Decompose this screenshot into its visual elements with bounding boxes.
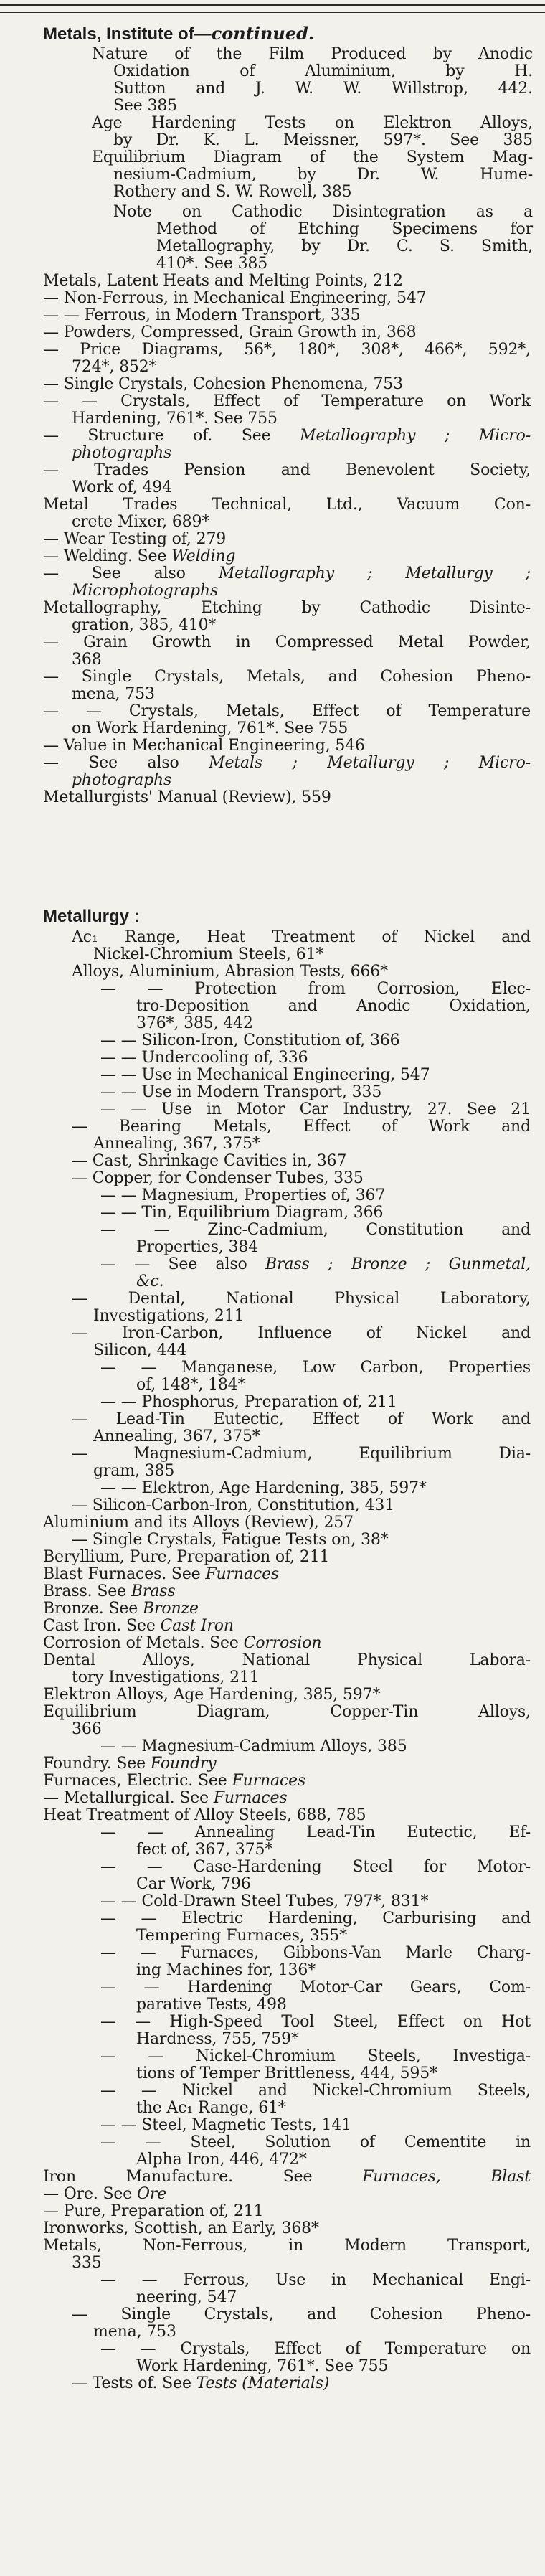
index-entry-line [100, 1359, 531, 1377]
cross-reference: photographs [72, 444, 172, 462]
entry-text: 366 [72, 1720, 102, 1738]
entry-text: 368 [72, 651, 102, 669]
index-entry-line [156, 255, 267, 273]
entry-text: — Structure of. See [43, 427, 300, 445]
entry-text: Dental Alloys, National Physical Labora- [43, 1651, 531, 1669]
index-entry-line [43, 376, 403, 393]
entry-text: Nature of the Film Produced by Anodic [92, 45, 533, 63]
cross-reference: Microphotographs [72, 582, 219, 600]
index-entry-line [43, 703, 531, 720]
entry-text: — — Furnaces, Gibbons-Van Marle Charg- [100, 1944, 531, 1962]
index-entry-line [43, 273, 403, 290]
index-entry-line [100, 1859, 531, 1876]
index-entry-line [72, 410, 278, 428]
cross-reference: Foundry [150, 1755, 217, 1773]
index-entry-line [100, 1222, 531, 1239]
index-entry-line [136, 1996, 287, 2014]
entry-text: — — Cold-Drawn Steel Tubes, 797*, 831* [100, 1892, 429, 1910]
entry-text: Hardening, 761*. See 755 [72, 410, 278, 428]
cross-reference: Welding [171, 547, 236, 565]
entry-text: — See also [43, 754, 209, 772]
index-entry-line [43, 1514, 354, 1532]
top-rule-thin [0, 12, 545, 13]
entry-text: — — High-Speed Tool Steel, Effect on Hot [100, 2013, 531, 2031]
index-entry-line [72, 617, 216, 634]
index-entry-line [93, 1136, 260, 1153]
index-entry-line [43, 2186, 166, 2203]
cross-reference: Metals ; Metallurgy ; Micro- [209, 754, 531, 772]
index-entry-line [100, 2272, 531, 2289]
entry-text: mena, 753 [72, 685, 155, 703]
cross-reference: Metallography ; Metallurgy ; [218, 565, 531, 582]
entry-text: — — Use in Motor Car Industry, 27. See 21 [100, 1100, 531, 1118]
index-entry-line [72, 720, 348, 737]
entry-text: neering, 547 [136, 2288, 237, 2306]
index-entry-line [43, 1566, 279, 1583]
index-entry-line [43, 324, 416, 341]
cross-reference: Tests (Materials) [196, 2374, 330, 2392]
cross-reference: Brass [131, 1582, 176, 1600]
entry-text: Cast Iron. See [43, 1617, 161, 1635]
index-entry-line [43, 2220, 319, 2237]
index-entry-line [43, 307, 360, 324]
entry-text: — — Ferrous, Use in Mechanical Engi- [100, 2271, 531, 2289]
entry-text: — — See also [100, 1255, 266, 1273]
entry-text: 376*, 385, 442 [136, 1014, 253, 1032]
index-entry-line [113, 204, 533, 221]
index-entry-line [136, 1015, 253, 1032]
index-entry-line [72, 651, 102, 669]
index-entry-line [43, 1618, 234, 1635]
index-entry-line [93, 1342, 186, 1359]
index-entry-line [43, 1549, 329, 1566]
entry-text: — Trades Pension and Benevolent Society, [43, 461, 531, 479]
index-entry-line [72, 1118, 531, 1136]
entry-text: Foundry. See [43, 1755, 151, 1773]
index-entry-line [100, 981, 531, 998]
index-entry-line [43, 2203, 263, 2220]
entry-text: — — Steel, Solution of Cementite in [100, 2133, 531, 2151]
entry-text: of, 148*, 184* [136, 1376, 246, 1394]
entry-text: Alloys, Aluminium, Abrasion Tests, 666* [72, 963, 388, 981]
entry-text: — Single Crystals, Fatigue Tests on, 38* [72, 1531, 389, 1549]
entry-text: Hardness, 755, 759* [136, 2030, 299, 2048]
entry-text: — Dental, National Physical Laboratory, [72, 1290, 531, 1308]
index-entry-line [113, 166, 533, 184]
entry-text: — Price Diagrams, 56*, 180*, 308*, 466*, 592*, [43, 341, 531, 359]
entry-text: — — Magnesium, Properties of, 367 [100, 1186, 386, 1204]
entry-text: Rothery and S. W. Rowell, 385 [113, 183, 352, 201]
entry-text: Iron Manufacture. See [43, 2168, 363, 2186]
entry-text: See 385 [113, 97, 178, 115]
entry-text: — — Crystals, Effect of Temperature on [100, 2340, 531, 2358]
index-entry-line [72, 1721, 102, 1738]
entry-text: Work Hardening, 761*. See 755 [136, 2357, 389, 2375]
index-entry-line [100, 1067, 430, 1084]
entry-text: — — Phosphorus, Preparation of, 211 [100, 1393, 397, 1411]
index-entry-line [100, 1893, 428, 1910]
index-entry-line [72, 1411, 531, 1428]
index-entry-line [43, 600, 531, 617]
entry-text: 410*. See 385 [156, 255, 268, 273]
cross-reference: Furnaces [205, 1565, 280, 1583]
index-entry-line [100, 2134, 531, 2151]
index-entry-line [43, 1583, 175, 1600]
cross-reference: Furnaces [213, 1789, 288, 1807]
entry-text: Metallography, by Dr. C. S. Smith, [156, 237, 533, 255]
index-entry-line [72, 2306, 531, 2323]
index-entry-line [72, 963, 388, 981]
entry-text: Ironworks, Scottish, an Early, 368* [43, 2219, 319, 2237]
index-entry-line [136, 1876, 251, 1893]
index-entry-line [43, 462, 531, 479]
entry-text: Nickel-Chromium Steels, 61* [93, 945, 324, 963]
entry-text: Work of, 494 [72, 478, 172, 496]
index-entry-line [72, 2255, 102, 2272]
index-entry-line [100, 1738, 407, 1755]
entry-text: — Grain Growth in Compressed Metal Powder, [43, 633, 531, 651]
entry-text: — — Electric Hardening, Carburising and [100, 1910, 531, 1928]
entry-text: — Single Crystals, Metals, and Cohesion Pheno- [43, 668, 531, 686]
entry-text: — Tests of. See [72, 2374, 196, 2392]
entry-text: gration, 385, 410* [72, 616, 217, 634]
entry-text: — Copper, for Condenser Tubes, 335 [72, 1169, 364, 1187]
entry-text: Properties, 384 [136, 1238, 259, 1256]
index-entry-line [100, 2082, 531, 2100]
entry-text: Alpha Iron, 446, 472* [136, 2151, 307, 2169]
entry-text: — Silicon-Carbon-Iron, Constitution, 431 [72, 1496, 395, 1514]
entry-text: — Bearing Metals, Effect of Work and [72, 1118, 531, 1136]
index-entry-line [43, 1652, 531, 1669]
entry-text: crete Mixer, 689* [72, 513, 210, 531]
index-entry-line [72, 2375, 329, 2392]
entry-text: 335 [72, 2254, 102, 2272]
entry-text: — — Crystals, Effect of Temperature on Work [43, 392, 531, 410]
entry-text: — — Elektron, Age Hardening, 385, 597* [100, 1479, 427, 1497]
entry-text: Method of Etching Specimens for [156, 220, 533, 238]
running-heading: Metals, Institute of—continued. [43, 23, 315, 44]
entry-text: — — Crystals, Metals, Effect of Temperature [43, 702, 531, 720]
entry-text: — — Undercooling of, 336 [100, 1049, 308, 1067]
index-entry-line [72, 929, 531, 946]
index-entry-line [156, 238, 533, 255]
entry-text: tions of Temper Brittleness, 444, 595* [136, 2065, 437, 2082]
entry-text: Beryllium, Pure, Preparation of, 211 [43, 1548, 330, 1566]
index-entry-line [72, 1325, 531, 1342]
entry-text: Furnaces, Electric. See [43, 1772, 232, 1790]
index-entry-line [43, 1600, 199, 1618]
index-entry-line [136, 1273, 164, 1291]
index-entry-line [100, 2117, 351, 2134]
index-entry-line [100, 1049, 308, 1067]
entry-text: Metallography, Etching by Cathodic Disinte- [43, 599, 531, 617]
entry-text: — — Steel, Magnetic Tests, 141 [100, 2116, 351, 2134]
entry-text: — Single Crystals, Cohesion Phenomena, 753 [43, 375, 403, 393]
entry-text: Corrosion of Metals. See [43, 1634, 244, 1652]
index-entry-line [43, 1773, 305, 1790]
entry-text: — — Use in Mechanical Engineering, 547 [100, 1066, 430, 1084]
index-entry-line [100, 1979, 531, 1996]
entry-text: — — Zinc-Cadmium, Constitution and [100, 1221, 531, 1239]
index-entry-line [43, 737, 365, 755]
index-entry-line [100, 2341, 531, 2358]
index-entry-line [43, 290, 427, 307]
index-entry-line [113, 80, 533, 98]
index-entry-line [72, 1291, 531, 1308]
entry-text: — Magnesium-Cadmium, Equilibrium Dia- [72, 1445, 531, 1463]
index-entry-line [100, 1945, 531, 1962]
index-entry-line [43, 393, 531, 410]
index-entry-line [100, 1204, 383, 1222]
index-entry-line [100, 1187, 385, 1204]
index-entry-line [43, 1686, 380, 1704]
entry-text: Car Work, 796 [136, 1875, 251, 1893]
index-entry-line [43, 496, 531, 514]
index-entry-line [72, 1532, 389, 1549]
entry-text: — Metallurgical. See [43, 1789, 214, 1807]
index-entry-line [100, 1032, 400, 1049]
index-entry-line [93, 946, 323, 963]
entry-text: gram, 385 [93, 1462, 175, 1480]
entry-text: — Non-Ferrous, in Mechanical Engineering, 547 [43, 289, 427, 307]
entry-text: tro-Deposition and Anodic Oxidation, [136, 997, 531, 1015]
cross-reference: &c. [136, 1273, 164, 1291]
cross-reference: Furnaces [232, 1772, 306, 1790]
index-entry-line [43, 755, 531, 772]
index-entry-line [72, 479, 172, 496]
index-entry-line [100, 2014, 531, 2031]
entry-text: Brass. See [43, 1582, 131, 1600]
index-entry-line [100, 1394, 397, 1411]
index-entry-line [93, 2323, 176, 2341]
index-entry-line [43, 669, 531, 686]
index-entry-line [43, 548, 235, 565]
entry-text: parative Tests, 498 [136, 1996, 287, 2014]
index-entry-line [136, 2031, 299, 2048]
entry-text: — — Case-Hardening Steel for Motor- [100, 1858, 531, 1876]
cross-reference: Cast Iron [160, 1617, 234, 1635]
index-entry-line [72, 359, 156, 376]
index-entry-line [92, 149, 533, 166]
index-entry-line [72, 1445, 531, 1463]
index-entry-line [43, 1790, 287, 1807]
index-entry-line [136, 1841, 272, 1859]
entry-text: — — Protection from Corrosion, Elec- [100, 980, 531, 998]
entry-text: — Cast, Shrinkage Cavities in, 367 [72, 1152, 347, 1170]
index-entry-line [136, 2151, 307, 2169]
index-entry-line [72, 445, 171, 462]
index-entry-line [72, 772, 171, 789]
index-entry-line [136, 2289, 237, 2306]
entry-text: mena, 753 [93, 2323, 176, 2341]
entry-text: — Wear Testing of, 279 [43, 530, 227, 548]
entry-text: Age Hardening Tests on Elektron Alloys, [92, 114, 533, 132]
cross-reference: photographs [72, 771, 172, 789]
entry-text: — Pure, Preparation of, 211 [43, 2202, 264, 2220]
index-entry-line [72, 582, 218, 600]
entry-text: 724*, 852* [72, 358, 157, 376]
index-entry-line [100, 1824, 531, 1841]
index-entry-line [43, 1755, 217, 1773]
entry-text: — Single Crystals, and Cohesion Pheno- [72, 2306, 531, 2323]
index-entry-line [72, 1497, 394, 1514]
entry-text: — See also [43, 565, 219, 582]
entry-text: tory Investigations, 211 [72, 1669, 260, 1686]
entry-text: Metal Trades Technical, Ltd., Vacuum Con- [43, 496, 531, 514]
index-entry-line [113, 132, 533, 149]
entry-text: — — Annealing Lead-Tin Eutectic, Ef- [100, 1824, 531, 1841]
entry-text: — Iron-Carbon, Influence of Nickel and [72, 1324, 531, 1342]
entry-text: Note on Cathodic Disintegration as a [113, 203, 533, 221]
entry-text: — Lead-Tin Eutectic, Effect of Work and [72, 1410, 531, 1428]
entry-text: Metals, Latent Heats and Melting Points, 212 [43, 272, 403, 290]
entry-text: Ac₁ Range, Heat Treatment of Nickel and [72, 928, 531, 946]
index-entry-line [43, 1807, 366, 1824]
entry-text: the Ac₁ Range, 61* [136, 2099, 286, 2117]
index-entry-line [136, 2065, 437, 2082]
entry-text: Annealing, 367, 375* [93, 1135, 260, 1153]
index-entry-line [100, 1910, 531, 1928]
entry-text: Metals, Non-Ferrous, in Modern Transport, [43, 2237, 531, 2255]
index-entry-line [43, 2237, 531, 2255]
index-entry-line [136, 1928, 347, 1945]
index-entry-line [136, 1377, 245, 1394]
index-entry-line [136, 2358, 388, 2375]
index-entry-line [100, 1101, 531, 1118]
index-entry-line [113, 184, 352, 201]
index-entry-line [72, 514, 209, 531]
cross-reference: Brass ; Bronze ; Gunmetal, [265, 1255, 531, 1273]
entry-text: ing Machines for, 136* [136, 1961, 316, 1979]
cross-reference: Furnaces, Blast [362, 2168, 531, 2186]
entry-text: Investigations, 211 [93, 1307, 245, 1325]
index-entry-line [72, 1170, 364, 1187]
index-entry-line [113, 98, 177, 115]
index-entry-line [43, 565, 531, 582]
entry-text: — Powders, Compressed, Grain Growth in, 368 [43, 324, 417, 341]
entry-text: Sutton and J. W. W. Willstrop, 442. [113, 80, 533, 98]
entry-text: Silicon, 444 [93, 1341, 187, 1359]
index-entry-line [43, 1704, 531, 1721]
entry-text: — Ore. See [43, 2185, 138, 2203]
index-entry-line [136, 1239, 258, 1256]
entry-text: — — Manganese, Low Carbon, Properties [100, 1359, 531, 1377]
index-entry-line [100, 2048, 531, 2065]
entry-text: Blast Furnaces. See [43, 1565, 206, 1583]
top-rule [0, 4, 545, 6]
entry-text: — — Ferrous, in Modern Transport, 335 [43, 306, 361, 324]
entry-text: — — Tin, Equilibrium Diagram, 366 [100, 1204, 384, 1222]
entry-text: Elektron Alloys, Age Hardening, 385, 597* [43, 1686, 381, 1704]
index-entry-line [136, 1962, 316, 1979]
entry-text: on Work Hardening, 761*. See 755 [72, 720, 349, 737]
entry-text: nesium-Cadmium, by Dr. W. Hume- [113, 166, 533, 184]
entry-text: Oxidation of Aluminium, by H. [113, 62, 533, 80]
index-entry-line [100, 1480, 427, 1497]
index-entry-line [43, 634, 531, 651]
entry-text: by Dr. K. L. Meissner, 597*. See 385 [113, 131, 533, 149]
entry-text: — — Silicon-Iron, Constitution of, 366 [100, 1032, 400, 1049]
entry-text: Heat Treatment of Alloy Steels, 688, 785 [43, 1806, 366, 1824]
index-entry-line [93, 1428, 260, 1445]
index-entry-line [92, 46, 533, 63]
index-entry-line [100, 1256, 531, 1273]
index-entry-line [136, 998, 531, 1015]
entry-text: — — Use in Modern Transport, 335 [100, 1083, 382, 1101]
entry-text: fect of, 367, 375* [136, 1841, 273, 1859]
index-entry-line [72, 1669, 260, 1686]
index-entry-line [43, 1635, 321, 1652]
cross-reference: Corrosion [243, 1634, 322, 1652]
entry-text: — — Hardening Motor-Car Gears, Com- [100, 1978, 531, 1996]
index-entry-line [100, 1084, 382, 1101]
index-entry-line [43, 789, 331, 806]
entry-text: Bronze. See [43, 1600, 143, 1618]
entry-text: — — Magnesium-Cadmium Alloys, 385 [100, 1737, 407, 1755]
section-heading-metallurgy: Metallurgy : [43, 907, 140, 926]
entry-text: Annealing, 367, 375* [93, 1428, 260, 1445]
index-entry-line [43, 531, 226, 548]
entry-text: Aluminium and its Alloys (Review), 257 [43, 1514, 354, 1532]
index-entry-line [93, 1463, 174, 1480]
cross-reference: Ore [137, 2185, 167, 2203]
entry-text: — Value in Mechanical Engineering, 546 [43, 737, 365, 755]
index-entry-line [92, 115, 533, 132]
index-entry-line [136, 2100, 286, 2117]
entry-text: Equilibrium Diagram, Copper-Tin Alloys, [43, 1703, 531, 1721]
entry-text: Equilibrium Diagram of the System Mag- [92, 148, 533, 166]
index-entry-line [43, 428, 531, 445]
index-entry-line [156, 221, 533, 238]
index-entry-line [113, 63, 533, 80]
index-entry-line [72, 1153, 346, 1170]
cross-reference: Bronze [143, 1600, 199, 1618]
index-entry-line [93, 1308, 244, 1325]
entry-text: — — Nickel-Chromium Steels, Investiga- [100, 2047, 531, 2065]
cross-reference: Metallography ; Micro- [300, 427, 531, 445]
entry-text: Metallurgists' Manual (Review), 559 [43, 788, 331, 806]
index-entry-line [43, 341, 531, 359]
index-entry-line [43, 2169, 531, 2186]
index-entry-line [72, 686, 155, 703]
entry-text: — — Nickel and Nickel-Chromium Steels, [100, 2082, 531, 2100]
entry-text: — Welding. See [43, 547, 172, 565]
entry-text: Tempering Furnaces, 355* [136, 1927, 347, 1945]
